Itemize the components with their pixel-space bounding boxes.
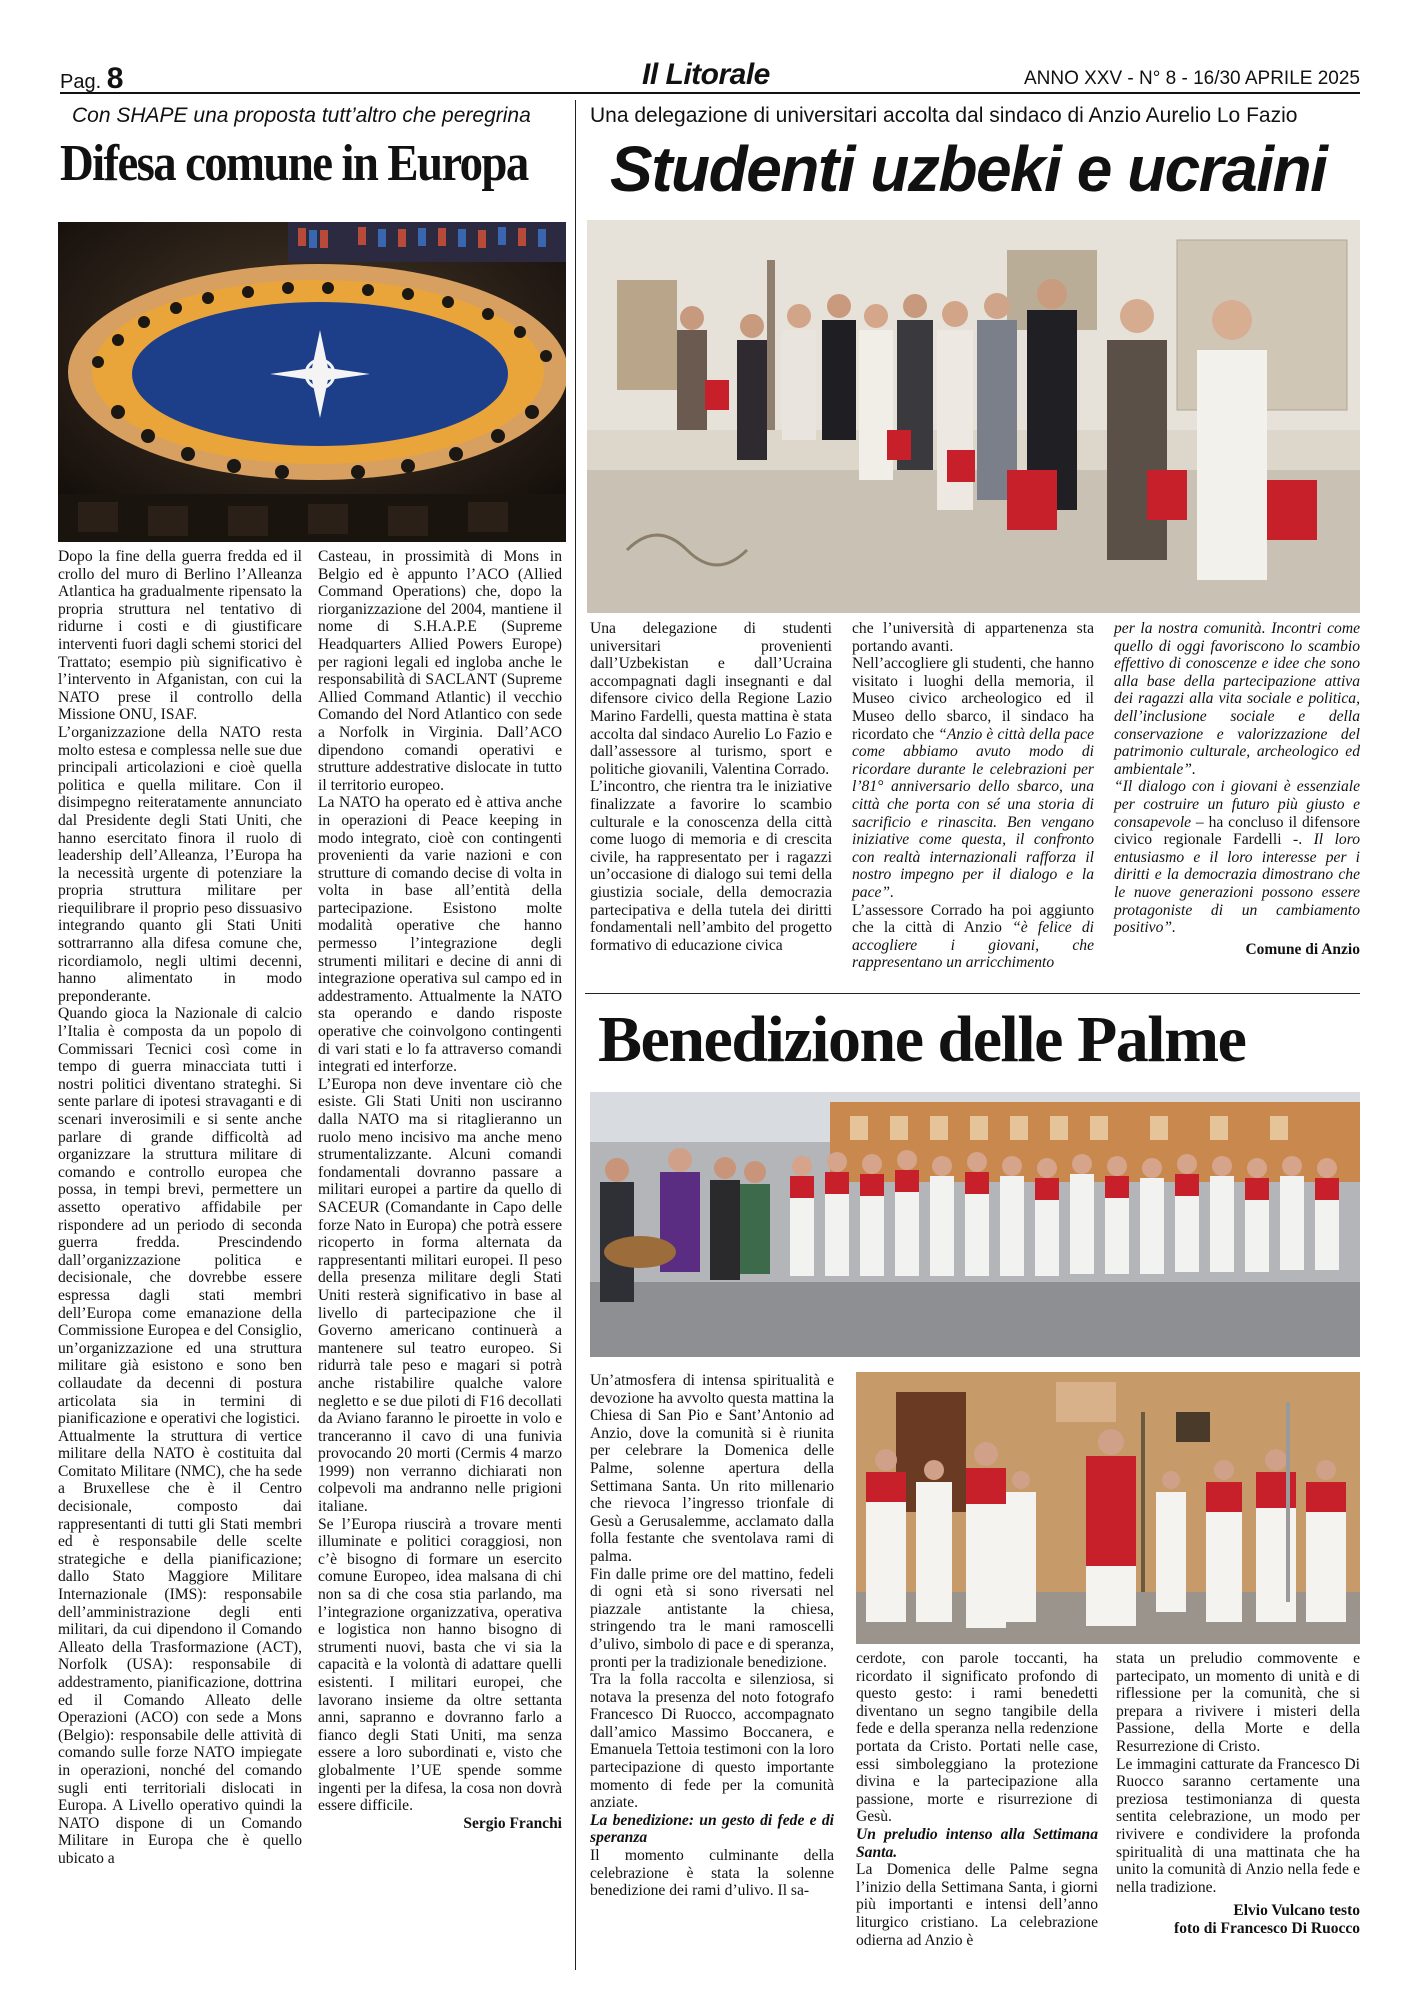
paragraph: Tra la folla raccolta e silenziosa, si notava la presenza del noto fotografo Francesco Di Ruocco, accompagnato dall’amico Massimo Boccanera, e Emanuela Tettoia testimoni con la loro partecipazione di questo importante momento di fede per la comunità anziate. — [590, 1671, 834, 1812]
signature: foto di Francesco Di Ruocco — [1174, 1919, 1360, 1937]
issue-info: ANNO XXV - N° 8 - 16/30 APRILE 2025 — [1023, 68, 1360, 89]
subheading: La benedizione: un gesto di fede e di speranza — [590, 1811, 834, 1847]
left-headline: Difesa comune in Europa — [60, 135, 528, 192]
left-col2 — [318, 548, 562, 1832]
signature: Elvio Vulcano testo — [1233, 1902, 1360, 1920]
paragraph: Se l’Europa riuscirà a trovare menti illuminate e politici coraggiosi, non c’è bisogno di formare un esercito comune Europeo, idea malsana di chi non sa di che cosa stia parlando, ma l’integrazione organizzativa, operativa e logistica non hanno bisogno di strumenti nuovi, basta che vi sia la capacità e la volontà di adattare quelli esistenti. I militari europei, che lavorano insieme da oltre settanta anni, sapranno e dovranno farlo a fianco degli Stati Uniti, ma senza essere a loro subordinati e, visto che globalmente l’UE spende somme ingenti per la difesa, la cosa non dovrà essere difficile. — [318, 1515, 562, 1815]
signature: Sergio Franchi — [463, 1814, 562, 1832]
paragraph: L’organizzazione della NATO resta molto estesa e complessa nelle sue due principali articolazioni e cioè quella politica e quella militare. Con il disimpegno reiteratamente annunciato dal Presidente degli Stati Uniti, che hanno esercitato finora il ruolo di leadership dell’Alleanza, l’Europa ha la necessità urgente di potenziare la propria struttura militare per riequilibrare il proprio peso dissuasivo integrando quanto gli Stati Uniti sottrarranno alla difesa comune che, ricordiamolo, negli ultimi decenni, hanno alimentato in modo preponderante. — [58, 723, 302, 1005]
paragraph: La NATO ha operato ed è attiva anche in operazioni di Peace keeping in modo integrato, cioè con contingenti provenienti da varie nazioni e con strutture di comando decise di volta in volta in base all’entità della partecipazione. Esistono molte modalità operative che hanno permesso l’integrazione degli strumenti militari e decine di anni di integrazione operativa sul campo ed in addestramento. Attualmente la NATO sta operando e dando risposte operative che coinvolgono contingenti di vari stati e lo fa attraverso comandi integrati ed interforze. — [318, 794, 562, 1076]
paragraph: stata un preludio commovente e partecipato, un momento di unità e di riflessione per la comunità, che si prepara a rivivere i misteri della Passione, della Morte e della Resurrezione di Cristo. — [1116, 1650, 1360, 1755]
left-kicker: Con SHAPE una proposta tutt’altro che peregrina — [72, 104, 531, 127]
paragraph: per la nostra comunità. Incontri come quello di oggi favoriscono lo scambio effettivo di conoscenze e idee che sono alla base della partecipazione attiva dei ragazzi alla vita sociale e politica, dell’inclusione sociale e della conservazione e valorizzazione del patrimonio culturale, archeologico ed ambientale”. — [1114, 620, 1360, 778]
paragraph: che l’università di appartenenza sta portando avanti. — [852, 620, 1094, 655]
paragraph: Nell’accogliere gli studenti, che hanno visitato i luoghi della memoria, il Museo civico archeologico ed il Museo dello sbarco, il sindaco ha ricordato che “Anzio è città della pace come abbiamo avuto modo di ricordare durante le celebrazioni per l’81° anniversario dello sbarco, una città che porta con sé una storia di sacrificio e rinascita. Ben vengano iniziative come questa, il confronto con realtà internazionali rafforza il nostro impegno per il dialogo e la pace”. — [852, 655, 1094, 901]
palme-headline: Benedizione delle Palme — [598, 1003, 1246, 1076]
left-col1 — [58, 548, 302, 1868]
right-headline: Studenti uzbeki e ucraini — [610, 133, 1327, 205]
column-divider — [575, 100, 576, 1970]
right-top-col1 — [590, 620, 832, 954]
subheading: Un preludio intenso alla Settimana Santa. — [856, 1825, 1098, 1861]
paragraph: La Domenica delle Palme segna l’inizio della Settimana Santa, i giorni più importanti e intensi dell’anno liturgico cristiano. La celebrazione odierna ad Anzio è — [856, 1861, 1098, 1949]
paragraph: cerdote, con parole toccanti, ha ricordato il significato profondo di questo gesto: i rami benedetti diventano un segno tangibile della fede e della speranza nella redenzione portata da Cristo. Portati nelle case, essi simboleggiano la protezione divina e la partecipazione alla passione, morte e risurrezione di Gesù. — [856, 1650, 1098, 1826]
section-divider — [585, 993, 1360, 994]
paragraph: Le immagini catturate da Francesco Di Ruocco saranno certamente una preziosa testimonianza di questa sentita celebrazione, un modo per rivivere e condividere la profonda spiritualità di una mattinata che ha unito la comunità di Anzio nella fede e nella tradizione. — [1116, 1755, 1360, 1896]
palme-col2 — [856, 1650, 1098, 1949]
paragraph: Un’atmosfera di intensa spiritualità e devozione ha avvolto questa mattina la Chiesa di San Pio e Sant’Antonio ad Anzio, dove la comunità si è riunita per celebrare la Domenica delle Palme, solenne apertura della Settimana Santa. Un rito millenario che rievoca l’ingresso trionfale di Gesù a Gerusalemme, acclamato dalla folla festante che sventolava rami di palma. — [590, 1372, 834, 1565]
paragraph: Attualmente la struttura di vertice militare della NATO è costituita dal Comitato Militare (NMC), che ha sede a Bruxellese che è il Centro decisionale, composto dai rappresentanti di tutti gli Stati membri ed è responsabile delle scelte strategiche e della pianificazione; dallo Stato Maggiore Militare Internazionale (IMS): responsabile dell’amministrazione degli enti militari, da cui dipendono il Comando Alleato della Trasformazione (ACT), Norfolk (USA): responsabile di addestramento, pianificazione, dottrina ed il Comando Alleato delle Operazioni (ACO) con sede a Mons (Belgio): responsabile delle attività di comando sulle forze NATO impiegate in operazioni, nonché del comando sugli enti territoriali dislocati in Europa. A Livello operativo quindi la NATO dispone di un Comando Militare in Europa che è quello ubicato a — [58, 1427, 302, 1867]
paragraph: L’Europa non deve inventare ciò che esiste. Gli Stati Uniti non usciranno dalla NATO ma si ritaglieranno un ruolo meno incisivo ma anche meno strumentalizzante. Alcuni comandi fondamentali dovranno passare a militari europei a partire da quello di SACEUR (Comandante in Capo delle forze Nato in Europa) che potrà essere ricoperto in forma alternata da rappresentanti militari europei. Il peso della presenza militare degli Stati Uniti resterà significativo in base al livello di partecipazione che il Governo americano continuerà a mantenere sul teatro europeo. Si ridurrà tale peso e magari si potrà anche ristabilire qualche valore negletto e se due piloti di F16 decollati da Aviano faranno le piroette in volo e tranceranno il cavo di una funivia provocando 20 morti (Cermis 4 marzo 1999) non verranno dichiarati non colpevoli ma andranno nelle prigioni italiane. — [318, 1075, 562, 1516]
paragraph: Dopo la fine della guerra fredda ed il crollo del muro di Berlino l’Alleanza Atlantica ha gradualmente ripensato la propria struttura nel tentativo di ridurne i costi e di giustificare interventi fuori dagli schemi storici del Trattato; esempio più significativo è l’intervento in Afganistan, con cui la NATO prese il controllo della Missione ONU, ISAF. — [58, 548, 302, 724]
right-kicker: Una delegazione di universitari accolta dal sindaco di Anzio Aurelio Lo Fazio — [590, 104, 1298, 127]
paragraph: L’assessore Corrado ha poi aggiunto che la città di Anzio “è felice di accogliere i giovani, che rappresentano un arricchimento — [852, 901, 1094, 972]
paragraph: L’incontro, che rientra tra le iniziative finalizzate a favorire lo scambio culturale e la conoscenza della città come luogo di memoria e di crescita civile, ha rappresentato per i ragazzi un’occasione di dialogo sui temi della giustizia sociale, della democrazia partecipativa e della tutela dei diritti fondamentali nell’ambito del progetto formativo di educazione civica — [590, 778, 832, 954]
masthead: Il Litorale — [642, 58, 770, 91]
palme-col1 — [590, 1372, 834, 1900]
right-top-col3 — [1114, 620, 1360, 958]
students-photo — [587, 220, 1360, 613]
right-top-col2 — [852, 620, 1094, 972]
paragraph: “Il dialogo con i giovani è essenziale per costruire un futuro più giusto e consapevole – ha concluso il difensore civico regionale Fardelli -. Il loro entusiasmo e il loro interesse per i diritti e la democrazia dimostrano che le nuove generazioni possono essere protagoniste di un cambiamento positivo”. — [1114, 778, 1360, 937]
paragraph: Fin dalle prime ore del mattino, fedeli di ogni età si sono riversati nel piazzale antistante la chiesa, stringendo tra le mani ramoscelli d’ulivo, simbolo di pace e di speranza, pronti per la tradizionale benedizione. — [590, 1565, 834, 1671]
nato-photo — [58, 222, 566, 542]
paragraph: Casteau, in prossimità di Mons in Belgio ed è appunto l’ACO (Allied Command Operations) che, dopo la riorganizzazione del 2004, mantiene il nome di S.H.A.P.E (Supreme Headquarters Allied Powers Europe) per ragioni legali ed ingloba anche le responsabilità di SACLANT (Supreme Allied Command Atlantic) il vecchio Comando del Nord Atlantico con sede a Norfolk in Virginia. Dall’ACO dipendono comandi operativi e strutture addestrative dislocate in tutto il territorio europeo. — [318, 548, 562, 794]
paragraph: Quando gioca la Nazionale di calcio l’Italia è composta da un popolo di Commissari Tecnici così come in tempo di guerra minacciata tutti i nostri politici diventano strateghi. Si sente parlare di ipotesi stravaganti e di scenari inverosimili e si sente anche parlare di grande difficoltà ad organizzare la struttura militare di comando e controllo europea che possa, in tempi brevi, permettere un assetto operativo affidabile per rispondere ad un periodo di seconda guerra fredda. Prescindendo dall’organizzazione politica e decisionale, che dovrebbe essere espressa dagli stati membri dell’Europa come emanazione della Commissione Europea e del Consiglio, un’organizzazione ed una struttura militare già esistono e sono ben collaudate da decenni di postura articolata sia in termini di pianificazione e operativi che logistici. — [58, 1005, 302, 1428]
paragraph: Il momento culminante della celebrazione è stata la solenne benedizione dei rami d’ulivo. Il sa- — [590, 1847, 834, 1900]
procession-photo — [590, 1092, 1360, 1357]
page-number: Pag. 8 — [60, 62, 124, 95]
paragraph: Una delegazione di studenti universitari provenienti dall’Uzbekistan e dall’Ucraina accompagnati dagli insegnanti e dal difensore civico della Regione Lazio Marino Fardelli, questa mattina è stata accolta dal sindaco Aurelio Lo Fazio e dall’assessore al turismo, sport e politiche giovanili, Valentina Corrado. — [590, 620, 832, 778]
page-header — [60, 58, 1360, 94]
blessing-photo — [856, 1372, 1360, 1644]
signature: Comune di Anzio — [1245, 940, 1360, 958]
palme-col3 — [1116, 1650, 1360, 1938]
